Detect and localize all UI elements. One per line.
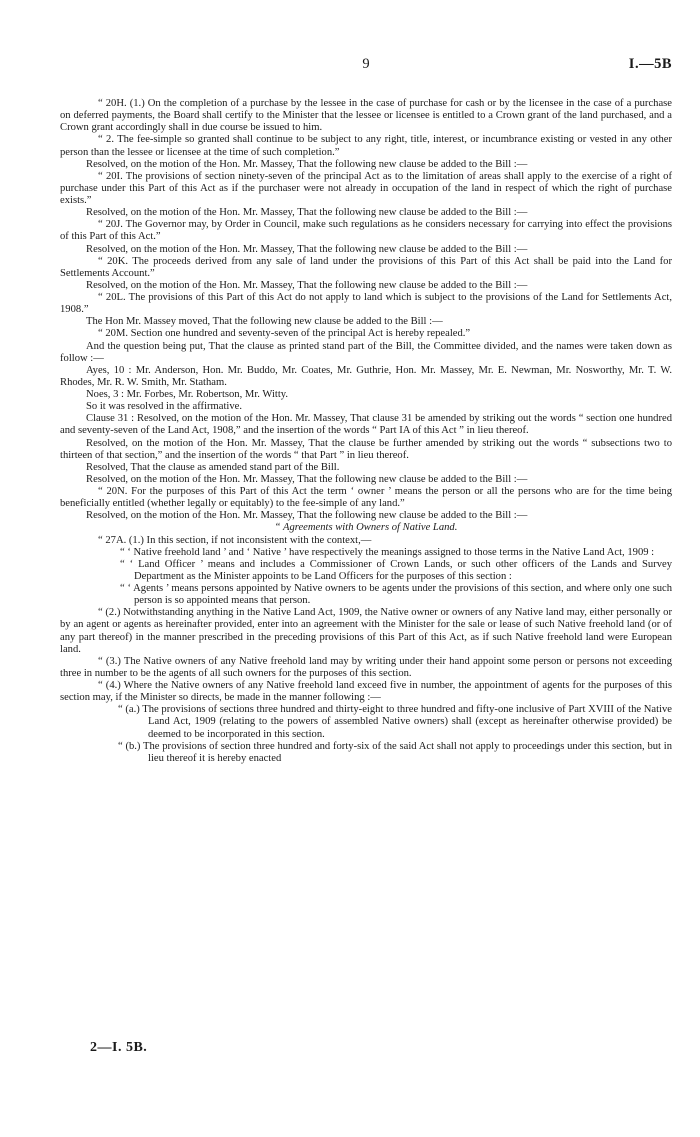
resolution-paragraph: Resolved, on the motion of the Hon. Mr. Massey, That the following new clause be added to the Bill :— — [86, 473, 528, 485]
clause-paragraph: “ (3.) The Native owners of any Native freehold land may by writing under their hand appoint some person or persons not exceeding three in number to be the agents of all such owners for the purposes of this section. — [60, 655, 672, 679]
resolution-paragraph: Resolved, on the motion of the Hon. Mr. Massey, That the following new clause be added to the Bill :— — [86, 158, 528, 170]
clause-paragraph: “ 2. The fee-simple so granted shall continue to be subject to any right, title, interest, or incumbrance existing or vested in any other person than the lessee or licensee at the time of such completion.” — [60, 134, 672, 158]
resolution-paragraph: Resolved, on the motion of the Hon. Mr. Massey, That the following new clause be added to the Bill :— — [86, 279, 528, 291]
clause-paragraph: “ 20K. The proceeds derived from any sale of land under the provisions of this Part of this Act shall be paid into the Land for Settlements Account.” — [60, 255, 672, 279]
definition-paragraph: “ ‘ Land Officer ’ means and includes a Commissioner of Crown Lands, or such other officers of the Lands and Survey Department as the Minister appoints to be Land Officers for the purposes of this section : — [120, 558, 672, 582]
resolution-paragraph: Clause 31 : Resolved, on the motion of the Hon. Mr. Massey, That clause 31 be amended by striking out the words “ section one hundred and seventy-seven of the Land Act, 1908,” and the insertion of the words “ Part IA of this Act ” in lieu thereof. — [60, 413, 672, 437]
resolution-paragraph: Resolved, on the motion of the Hon. Mr. Massey, That the following new clause be added to the Bill :— — [86, 207, 528, 219]
clause-paragraph: “ 20H. (1.) On the completion of a purchase by the lessee in the case of purchase for cash or by the licensee in the case of a purchase on deferred payments, the Board shall certify to the Minister that the lessee or licensee is entitled to a Crown grant of the land purchased, and a Crown grant accordingly shall in due course be issued to him. — [60, 98, 672, 134]
clause-paragraph: “ (2.) Notwithstanding anything in the Native Land Act, 1909, the Native owner or owners of any Native land may, either personally or by an agent or agents as hereinafter provided, enter into an agreement with the Minister for the sale or lease of such Native freehold land (or of any part thereof) in the manner prescribed in the preceding provisions of this Part of this Act, as if such Native freehold land were European land. — [60, 607, 672, 655]
resolution-paragraph: Resolved, on the motion of the Hon. Mr. Massey, That the following new clause be added to the Bill :— — [86, 510, 528, 522]
clause-paragraph: “ 20L. The provisions of this Part of this Act do not apply to land which is subject to the provisions of the Land for Settlements Act, 1908.” — [60, 292, 672, 316]
resolution-paragraph: Resolved, on the motion of the Hon. Mr. Massey, That the following new clause be added to the Bill :— — [86, 243, 528, 255]
clause-paragraph: “ 20N. For the purposes of this Part of this Act the term ‘ owner ’ means the person or all the persons who are for the time being beneficially entitled (whether legally or equitably) to the fee-simple of any land.” — [60, 486, 672, 510]
subclause-paragraph: “ (a.) The provisions of sections three hundred and thirty-eight to three hundred and fifty-one inclusive of Part XVIII of the Native Land Act, 1909 (relating to the powers of assembled Native owners) shall (except as hereinafter otherwise provided) be deemed to be incorporated in this section. — [118, 704, 672, 740]
clause-paragraph: “ 20M. Section one hundred and seventy-seven of the principal Act is hereby repealed.” — [98, 328, 471, 340]
page-number: 9 — [362, 56, 370, 72]
resolution-paragraph: Ayes, 10 : Mr. Anderson, Hon. Mr. Buddo, Mr. Coates, Mr. Guthrie, Hon. Mr. Massey, Mr. E. Newman, Mr. Nosworthy, Mr. T. W. Rhodes, Mr. R. W. Smith, Mr. Statham. — [60, 364, 672, 388]
resolution-paragraph: So it was resolved in the affirmative. — [86, 401, 243, 413]
document-body — [60, 98, 672, 765]
resolution-paragraph: Noes, 3 : Mr. Forbes, Mr. Robertson, Mr. Witty. — [86, 389, 289, 400]
subclause-paragraph: “ (b.) The provisions of section three hundred and forty-six of the said Act shall not apply to proceedings under this section, but in lieu thereof it is hereby enacted — [118, 740, 672, 764]
clause-paragraph: “ 20I. The provisions of section ninety-seven of the principal Act as to the limitation of areas shall apply to the exercise of a right of purchase under this Part of this Act as if the purchaser were not already in occupation of the land in respect of which the right of purchase exists.” — [60, 170, 672, 206]
resolution-paragraph: The Hon Mr. Massey moved, That the following new clause be added to the Bill :— — [86, 316, 443, 328]
paper-reference: I.—5B — [628, 56, 672, 72]
definition-paragraph: “ ‘ Native freehold land ’ and ‘ Native ’ have respectively the meanings assigned to those terms in the Native Land Act, 1909 : — [120, 546, 655, 558]
clause-paragraph: “ 27A. (1.) In this section, if not inconsistent with the context,— — [98, 534, 372, 546]
printer-signature: 2—I. 5B. — [90, 1040, 148, 1055]
resolution-paragraph: Resolved, That the clause as amended stand part of the Bill. — [86, 461, 340, 473]
resolution-paragraph: Resolved, on the motion of the Hon. Mr. Massey, That the clause be further amended by striking out the words “ subsections two to thirteen of that section,” and the insertion of the words “ that Part ” in lieu thereof. — [60, 437, 672, 461]
definition-paragraph: “ ‘ Agents ’ means persons appointed by Native owners to be agents under the provisions of this section, and where only one such person is so appointed means that person. — [120, 583, 672, 607]
clause-paragraph: “ (4.) Where the Native owners of any Native freehold land exceed five in number, the appointment of agents for the purposes of this section may, if the Minister so directs, be made in the manner following :— — [60, 680, 672, 704]
section-heading: “ Agreements with Owners of Native Land. — [274, 522, 458, 534]
page-header — [60, 56, 672, 76]
resolution-paragraph: And the question being put, That the clause as printed stand part of the Bill, the Committee divided, and the names were taken down as follow :— — [60, 340, 672, 364]
clause-paragraph: “ 20J. The Governor may, by Order in Council, make such regulations as he considers necessary for carrying into effect the provisions of this Part of this Act.” — [60, 219, 672, 243]
